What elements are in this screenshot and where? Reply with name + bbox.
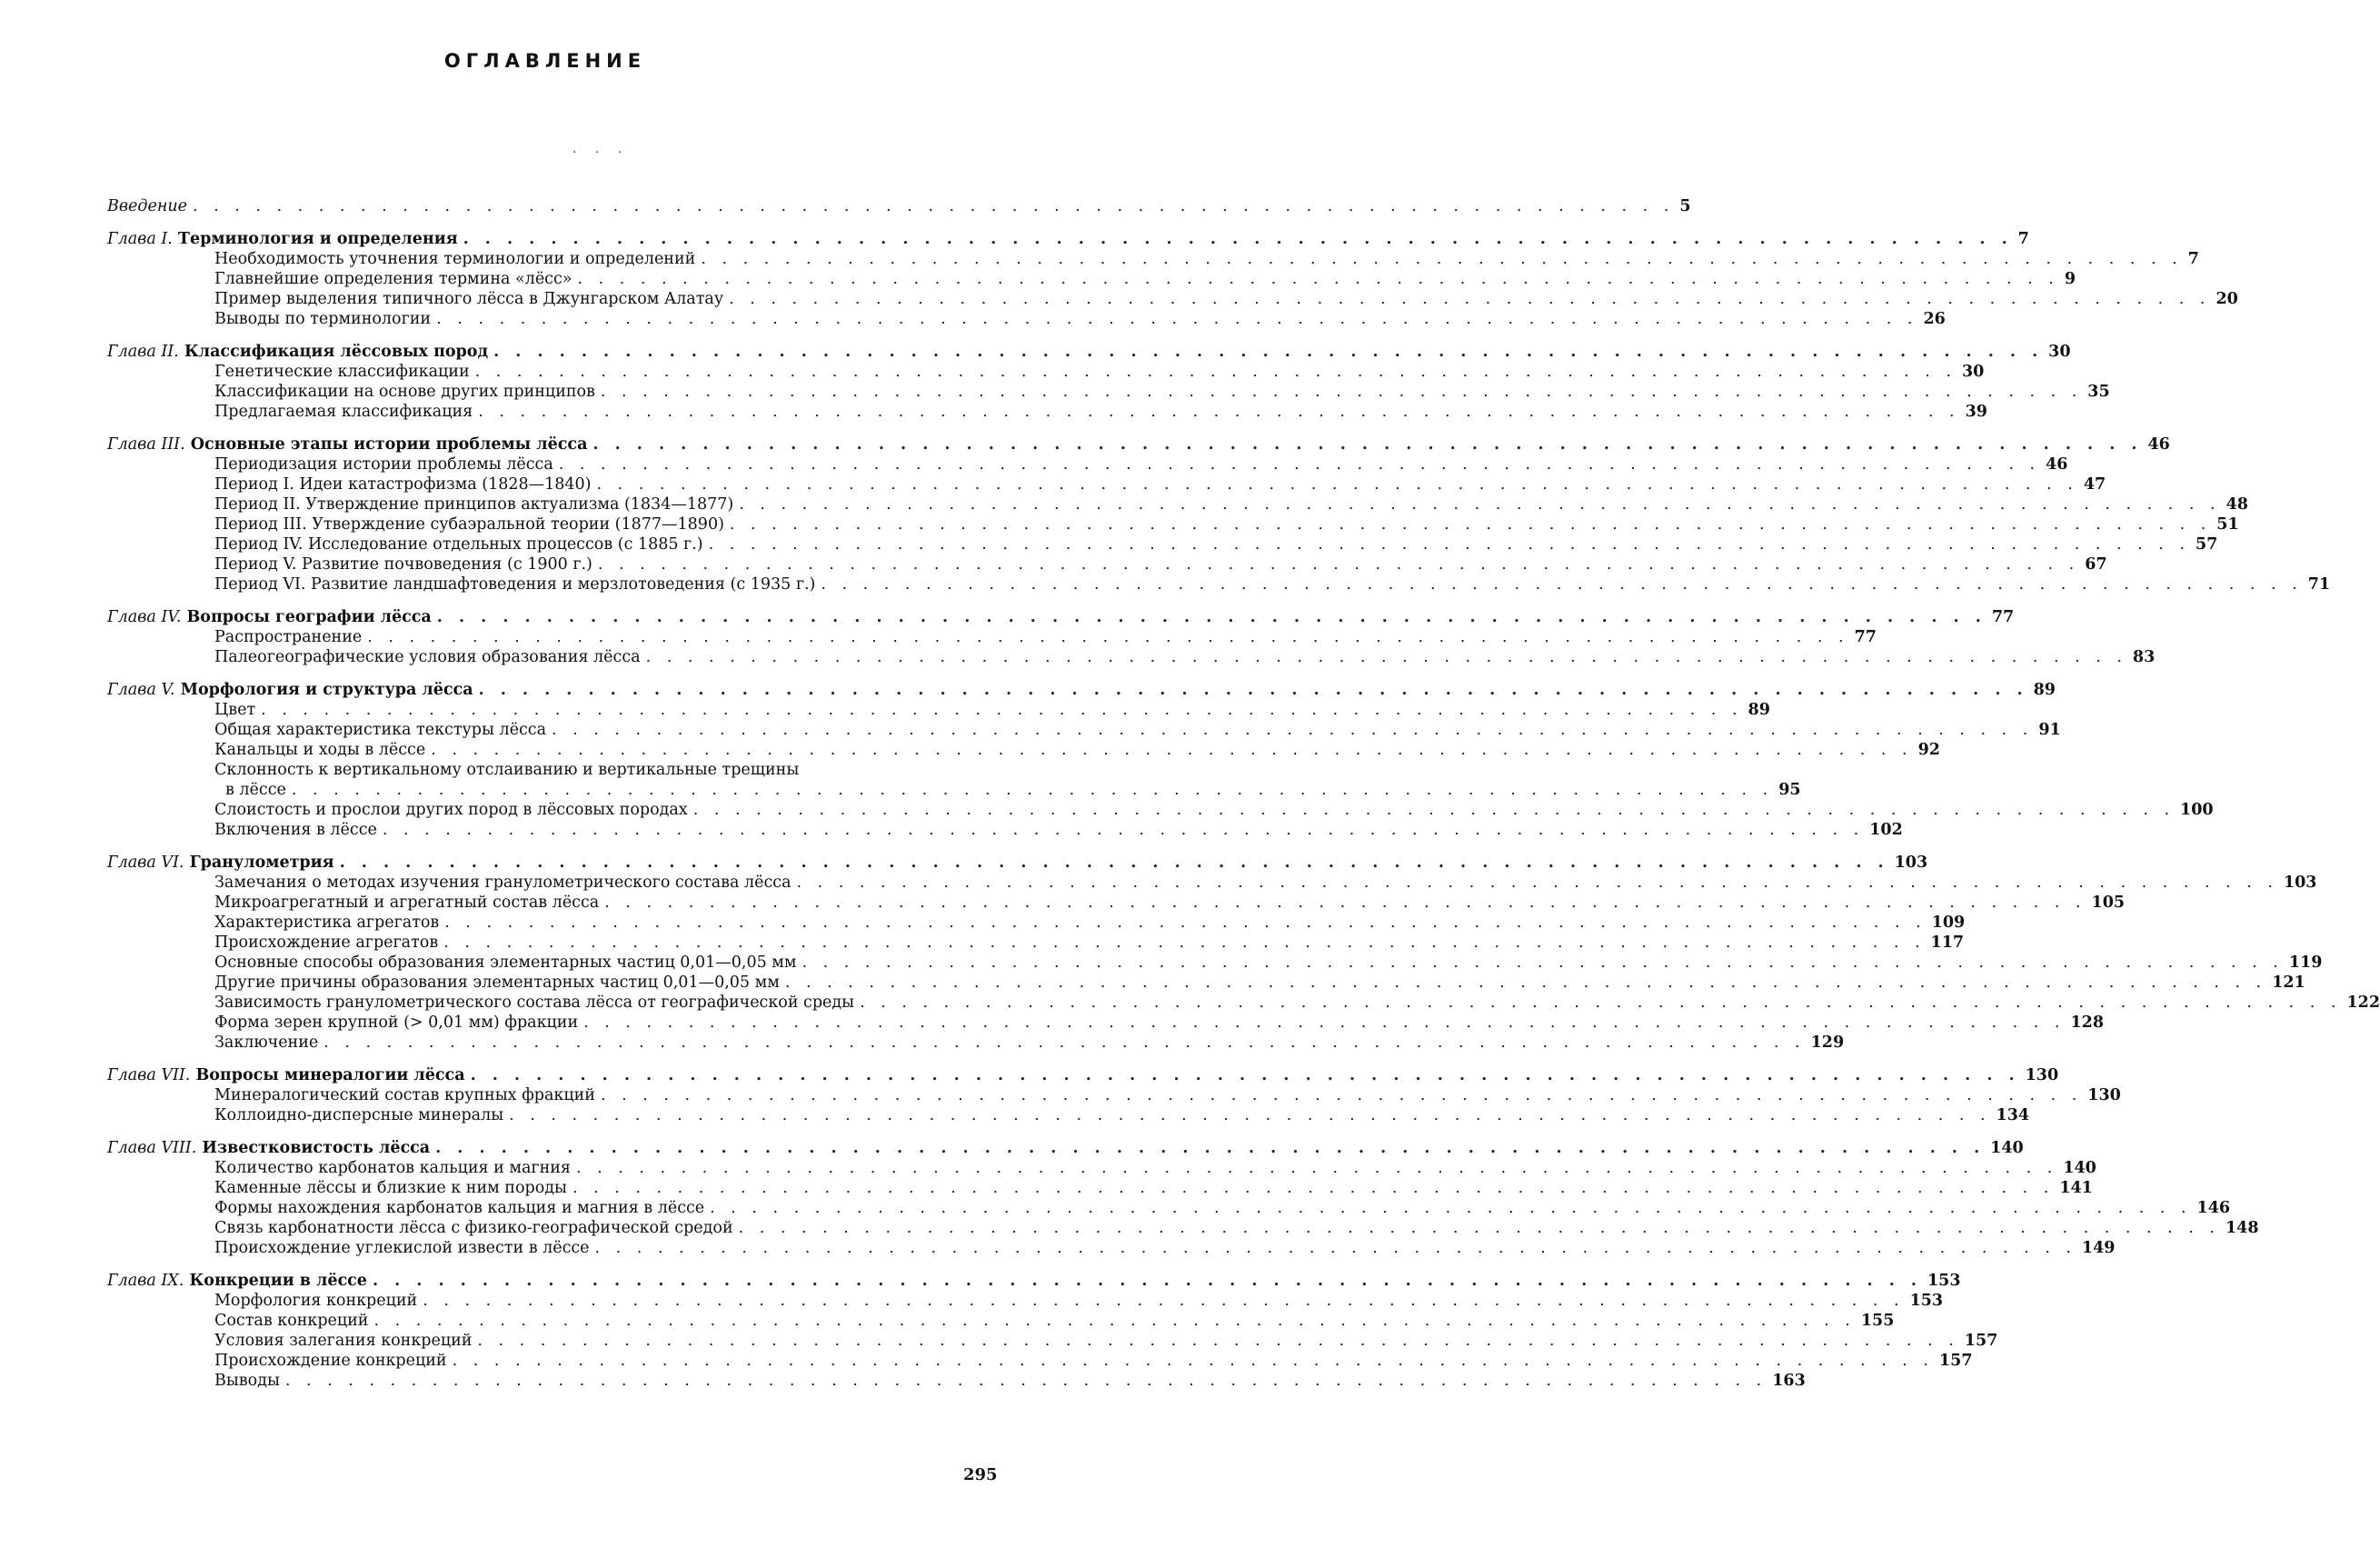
toc-entry[interactable] <box>107 627 1877 647</box>
dot-leader: . . . . . . . . . . . . . . . . . . . . . . . . . . . . . . . . . . . . . . . . . . . . . . . . . . . . . . . . . . . . . . . . . . . . . . . <box>373 1312 1856 1330</box>
toc-entry[interactable] <box>107 514 2239 534</box>
dot-leader: . . . . . . . . . . . . . . . . . . . . . . . . . . . . . . . . . . . . . . . . . . . . . . . . . . . . . . . . . . . . . . . . . . . . . . . <box>443 934 1926 952</box>
dot-leader: . . . . . . . . . . . . . . . . . . . . . . . . . . . . . . . . . . . . . . . . . . . . . . . . . . . . . . . . . . . . . . . . . . . . . . . <box>284 1372 1768 1390</box>
toc-page-number: 130 <box>2087 1086 2121 1104</box>
toc-page-number: 35 <box>2087 383 2110 401</box>
dot-leader: . . . . . . . . . . . . . . . . . . . . . . . . . . . . . . . . . . . . . . . . . . . . . . . . . . . . . . . . . . . . . . . . . . . . . . . <box>372 1272 1922 1290</box>
toc-label: Морфология конкреций <box>214 1292 418 1310</box>
dot-leader: . . . . . . . . . . . . . . . . . . . . . . . . . . . . . . . . . . . . . . . . . . . . . . . . . . . . . . . . . . . . . . . . . . . . . . . <box>796 874 2278 892</box>
toc-label: Другие причины образования элементарных частиц 0,01—0,05 мм <box>214 974 780 992</box>
toc-chapter[interactable] <box>107 1138 2024 1158</box>
toc-page-number: 134 <box>1996 1106 2030 1124</box>
toc-label: Состав конкреций <box>214 1312 369 1330</box>
toc-page-number: 51 <box>2216 515 2239 534</box>
toc-page-number: 48 <box>2226 495 2248 514</box>
toc-label: Коллоидно-дисперсные минералы <box>214 1106 504 1124</box>
toc-label: Классификации на основе других принципов <box>214 383 595 401</box>
toc-label: Цвет <box>214 701 256 719</box>
toc-entry[interactable] <box>107 494 2248 514</box>
toc-entry[interactable] <box>107 1331 1998 1351</box>
toc-entry[interactable] <box>107 1198 2231 1218</box>
toc-page-number: 83 <box>2132 648 2156 666</box>
dot-leader: . . . . . . . . . . . . . . . . . . . . . . . . . . . . . . . . . . . . . . . . . . . . . . . . . . . . . . . . . . . . . . . . . . . . . . . <box>423 1292 1905 1310</box>
toc-label: Зависимость гранулометрического состава лёсса от географической среды <box>214 994 855 1012</box>
dot-leader: . . . . . . . . . . . . . . . . . . . . . . . . . . . . . . . . . . . . . . . . . . . . . . . . . . . . . . . . . . . . . . . . . . . . . . . <box>645 648 2127 666</box>
dot-leader: . . . . . . . . . . . . . . . . . . . . . . . . . . . . . . . . . . . . . . . . . . . . . . . . . . . . . . . . . . . . . . . . . . . . . . . <box>739 495 2221 514</box>
toc-label <box>107 342 488 362</box>
toc-entry[interactable] <box>107 647 2156 667</box>
toc-page-number: 9 <box>2064 270 2076 288</box>
dot-leader: . . . . . . . . . . . . . . . . . . . . . . . . . . . . . . . . . . . . . . . . . . . . . . . . . . . . . . . . . . . . . . . . . . . . . . . <box>802 954 2284 972</box>
toc-page-number: 91 <box>2038 721 2061 739</box>
dot-leader: . . . . . . . . . . . . . . . . . . . . . . . . . . . . . . . . . . . . . . . . . . . . . . . . . . . . . . . . . . . . . . . . . . . . . . . <box>692 801 2176 819</box>
dot-leader: . . . . . . . . . . . . . . . . . . . . . . . . . . . . . . . . . . . . . . . . . . . . . . . . . . . . . . . . . . . . . . . . . . . . . . . <box>436 310 1918 328</box>
toc-entry[interactable] <box>107 1311 1895 1331</box>
dot-leader: . . . . . . . . . . . . . . . . . . . . . . . . . . . . . . . . . . . . . . . . . . . . . . . . . . . . . . . . . . . . . . . . . . . . . . . <box>477 1332 1959 1350</box>
dot-leader: . . . . . . . . . . . . . . . . . . . . . . . . . . . . . . . . . . . . . . . . . . . . . . . . . . . . . . . . . . . . . . . . . . . . . . . <box>701 250 2183 268</box>
dot-leader: . . . . . . . . . . . . . . . . . . . . . . . . . . . . . . . . . . . . . . . . . . . . . . . . . . . . . . . . . . . . . . . . . . . . . . . <box>452 1352 1934 1370</box>
section-gap <box>107 1053 1000 1065</box>
section-gap <box>107 216 1000 229</box>
toc-label: Включения в лёссе <box>214 821 377 839</box>
toc-chapter[interactable] <box>107 434 2170 454</box>
toc-page-number: 140 <box>1990 1139 2024 1157</box>
toc-entry[interactable] <box>107 1033 1845 1053</box>
toc-label: Период VI. Развитие ландшафтоведения и мерзлотоведения (с 1935 г.) <box>214 575 816 594</box>
toc-entry[interactable] <box>107 1351 1973 1371</box>
toc-entry[interactable] <box>107 269 2076 289</box>
toc-entry[interactable] <box>107 893 2126 913</box>
toc-page-number: 117 <box>1930 934 1965 952</box>
dot-leader: . . . . . . . . . . . . . . . . . . . . . . . . . . . . . . . . . . . . . . . . . . . . . . . . . . . . . . . . . . . . . . . . . . . . . . . <box>435 1139 1986 1157</box>
dot-leader: . . . . . . . . . . . . . . . . . . . . . . . . . . . . . . . . . . . . . . . . . . . . . . . . . . . . . . . . . . . . . . . . . . . . . . . <box>729 290 2211 308</box>
toc-intro[interactable] <box>107 196 1691 216</box>
toc-label: Замечания о методах изучения гранулометрического состава лёсса <box>214 874 792 892</box>
dot-leader: . . . . . . . . . . . . . . . . . . . . . . . . . . . . . . . . . . . . . . . . . . . . . . . . . . . . . . . . . . . . . . . . . . . . . . . <box>291 781 1774 799</box>
toc-page-number: 105 <box>2091 894 2126 912</box>
toc-entry[interactable] <box>107 1218 2259 1238</box>
toc-label: Микроагрегатный и агрегатный состав лёсса <box>214 894 600 912</box>
toc-page-number: 57 <box>2195 535 2218 554</box>
toc-page-number: 71 <box>2307 575 2331 594</box>
toc-chapter[interactable] <box>107 680 2056 700</box>
toc-chapter[interactable] <box>107 229 2029 249</box>
chapter-title: Вопросы минералогии лёсса <box>195 1066 465 1084</box>
dot-leader: . . . . . . . . . . . . . . . . . . . . . . . . . . . . . . . . . . . . . . . . . . . . . . . . . . . . . . . . . . . . . . . . . . . . . . . <box>470 1066 2020 1084</box>
toc-label: Выводы по терминологии <box>214 310 432 328</box>
toc-label: Связь карбонатности лёсса с физико-географической средой <box>214 1219 733 1237</box>
dot-leader: . . . . . . . . . . . . . . . . . . . . . . . . . . . . . . . . . . . . . . . . . . . . . . . . . . . . . . . . . . . . . . . . . . . . . . . <box>729 515 2212 534</box>
section-gap <box>107 329 1000 342</box>
dot-leader: . . . . . . . . . . . . . . . . . . . . . . . . . . . . . . . . . . . . . . . . . . . . . . . . . . . . . . . . . . . . . . . . . . . . . . . <box>367 628 1849 646</box>
dot-leader: . . . . . . . . . . . . . . . . . . . . . . . . . . . . . . . . . . . . . . . . . . . . . . . . . . . . . . . . . . . . . . . . . . . . . . . <box>478 403 1960 421</box>
toc-page-number: 157 <box>1938 1352 1973 1370</box>
toc-chapter[interactable] <box>107 1065 2059 1085</box>
toc-entry[interactable] <box>107 1291 1944 1311</box>
section-gap <box>107 840 1000 853</box>
toc-page-number: 153 <box>1927 1272 1961 1290</box>
toc-entry[interactable] <box>107 1371 1806 1391</box>
toc-page-number: 7 <box>2187 250 2199 268</box>
toc-entry[interactable] <box>107 1085 2121 1105</box>
toc-page-number: 30 <box>1961 363 1985 381</box>
chapter-number: Глава VIII. <box>107 1139 197 1157</box>
toc-entry[interactable] <box>107 933 1965 953</box>
toc-entry[interactable] <box>107 993 2380 1013</box>
chapter-number: Глава VII. <box>107 1066 191 1084</box>
dot-leader: . . . . . . . . . . . . . . . . . . . . . . . . . . . . . . . . . . . . . . . . . . . . . . . . . . . . . . . . . . . . . . . . . . . . . . . <box>708 535 2190 554</box>
toc-page-number: 102 <box>1869 821 1903 839</box>
toc-entry[interactable] <box>107 820 1903 840</box>
toc-label <box>107 1271 367 1291</box>
dot-leader: . . . . . . . . . . . . . . . . . . . . . . . . . . . . . . . . . . . . . . . . . . . . . . . . . . . . . . . . . . . . . . . . . . . . . . . <box>583 1014 2066 1032</box>
toc-entry-first-line: Склонность к вертикальному отслаиванию и вертикальные трещины <box>214 761 800 779</box>
toc-page-number: 92 <box>1917 741 1940 759</box>
toc-entry[interactable] <box>107 973 2305 993</box>
toc-page-number: 5 <box>1679 197 1691 215</box>
dot-leader: . . . . . . . . . . . . . . . . . . . . . . . . . . . . . . . . . . . . . . . . . . . . . . . . . . . . . . . . . . . . . . . . . . . . . . . <box>860 994 2342 1012</box>
dot-leader: . . . . . . . . . . . . . . . . . . . . . . . . . . . . . . . . . . . . . . . . . . . . . . . . . . . . . . . . . . . . . . . . . . . . . . . <box>509 1106 1991 1124</box>
toc-page-number: 148 <box>2226 1219 2259 1237</box>
toc-page-number: 77 <box>1854 628 1877 646</box>
dot-leader: . . . . . . . . . . . . . . . . . . . . . . . . . . . . . . . . . . . . . . . . . . . . . . . . . . . . . . . . . . . . . . . . . . . . . . . <box>593 435 2143 454</box>
toc-page-number: 103 <box>2283 874 2317 892</box>
toc-label: Минералогический состав крупных фракций <box>214 1086 595 1104</box>
toc-page-number: 89 <box>2033 681 2056 699</box>
toc-page-number: 128 <box>2070 1014 2105 1032</box>
dot-leader: . . . . . . . . . . . . . . . . . . . . . . . . . . . . . . . . . . . . . . . . . . . . . . . . . . . . . . . . . . . . . . . . . . . . . . . <box>577 270 2059 288</box>
toc-chapter[interactable] <box>107 1271 1961 1291</box>
dot-leader: . . . . . . . . . . . . . . . . . . . . . . . . . . . . . . . . . . . . . . . . . . . . . . . . . . . . . . . . . . . . . . . . . . . . . . . <box>324 1034 1806 1052</box>
toc-label: Пример выделения типичного лёсса в Джунгарском Алатау <box>214 290 724 308</box>
toc-label: Введение <box>107 197 188 215</box>
dot-leader: . . . . . . . . . . . . . . . . . . . . . . . . . . . . . . . . . . . . . . . . . . . . . . . . . . . . . . . . . . . . . . . . . . . . . . . <box>339 854 1889 872</box>
toc-label: Главнейшие определения термина «лёсс» <box>214 270 573 288</box>
toc-label: Период IV. Исследование отдельных процессов (с 1885 г.) <box>214 535 703 554</box>
dot-leader: . . . . . . . . . . . . . . . . . . . . . . . . . . . . . . . . . . . . . . . . . . . . . . . . . . . . . . . . . . . . . . . . . . . . . . . <box>474 363 1957 381</box>
toc-page-number: 100 <box>2180 801 2214 819</box>
chapter-number: Глава IX. <box>107 1272 184 1290</box>
table-of-contents <box>107 196 2380 1391</box>
toc-entry[interactable] <box>107 289 2238 309</box>
toc-label: Предлагаемая классификация <box>214 403 473 421</box>
toc-entry[interactable] <box>107 534 2218 554</box>
section-gap <box>107 422 1000 434</box>
toc-label: Период III. Утверждение субаэральной теории (1877—1890) <box>214 515 724 534</box>
toc-page-number: 122 <box>2346 994 2380 1012</box>
toc-label <box>107 229 458 249</box>
toc-label: Общая характеристика текстуры лёсса <box>214 721 547 739</box>
section-gap <box>107 667 1000 680</box>
toc-page-number: 109 <box>1931 914 1966 932</box>
section-gap <box>107 1125 1000 1138</box>
toc-chapter[interactable] <box>107 342 2071 362</box>
toc-page-number: 95 <box>1778 781 1801 799</box>
toc-chapter[interactable] <box>107 607 2015 627</box>
toc-entry[interactable] <box>107 574 2331 594</box>
page-number: 295 <box>963 1465 998 1484</box>
toc-page-number: 26 <box>1923 310 1946 328</box>
toc-label: Условия залегания конкреций <box>214 1332 473 1350</box>
dot-leader: . . . . . . . . . . . . . . . . . . . . . . . . . . . . . . . . . . . . . . . . . . . . . . . . . . . . . . . . . . . . . . . . . . . . . . . <box>738 1219 2220 1237</box>
toc-page-number: 89 <box>1748 701 1770 719</box>
toc-label: Периодизация истории проблемы лёсса <box>214 455 553 474</box>
chapter-number: Глава V. <box>107 681 175 699</box>
dot-leader: . . . . . . . . . . . . . . . . . . . . . . . . . . . . . . . . . . . . . . . . . . . . . . . . . . . . . . . . . . . . . . . . . . . . . . . <box>463 230 2013 248</box>
dot-leader: . . . . . . . . . . . . . . . . . . . . . . . . . . . . . . . . . . . . . . . . . . . . . . . . . . . . . . . . . . . . . . . . . . . . . . . <box>597 555 2080 574</box>
dot-leader: . . . . . . . . . . . . . . . . . . . . . . . . . . . . . . . . . . . . . . . . . . . . . . . . . . . . . . . . . . . . . . . . . . . . . . . <box>821 575 2303 594</box>
dot-leader: . . . . . . . . . . . . . . . . . . . . . . . . . . . . . . . . . . . . . . . . . . . . . . . . . . . . . . . . . . . . . . . . . . . . . . . <box>431 741 1913 759</box>
toc-entry[interactable] <box>107 362 1985 382</box>
dot-leader: . . . . . . . . . . . . . . . . . . . . . . . . . . . . . . . . . . . . . . . . . . . . . . . . . . . . . . . . . . . . . . . . . . . . . . . <box>604 894 2086 912</box>
toc-label: Формы нахождения карбонатов кальция и магния в лёссе <box>214 1199 705 1217</box>
ornament: · · · <box>573 145 630 160</box>
dot-leader: . . . . . . . . . . . . . . . . . . . . . . . . . . . . . . . . . . . . . . . . . . . . . . . . . . . . . . . . . . . . . . . . . . . . . . . <box>594 1239 2076 1257</box>
toc-page-number: 46 <box>2147 435 2170 454</box>
toc-entry[interactable] <box>107 800 2214 820</box>
toc-label <box>107 434 587 454</box>
toc-chapter[interactable] <box>107 853 1928 873</box>
toc-page-number: 77 <box>1991 608 2015 626</box>
chapter-title: Гранулометрия <box>189 854 334 872</box>
toc-entry[interactable] <box>107 382 2110 402</box>
toc-page-number: 121 <box>2272 974 2305 992</box>
dot-leader: . . . . . . . . . . . . . . . . . . . . . . . . . . . . . . . . . . . . . . . . . . . . . . . . . . . . . . . . . . . . . . . . . . . . . . . <box>436 608 1987 626</box>
toc-page-number: 163 <box>1772 1372 1806 1390</box>
toc-label: Форма зерен крупной (> 0,01 мм) фракции <box>214 1014 579 1032</box>
dot-leader: . . . . . . . . . . . . . . . . . . . . . . . . . . . . . . . . . . . . . . . . . . . . . . . . . . . . . . . . . . . . . . . . . . . . . . . <box>478 681 2028 699</box>
toc-page-number: 119 <box>2288 954 2323 972</box>
chapter-number: Глава VI. <box>107 854 184 872</box>
toc-entry[interactable] <box>107 740 1940 760</box>
chapter-title: Вопросы географии лёсса <box>186 608 432 626</box>
toc-page-number: 67 <box>2085 555 2107 574</box>
dot-leader: . . . . . . . . . . . . . . . . . . . . . . . . . . . . . . . . . . . . . . . . . . . . . . . . . . . . . . . . . . . . . . . . . . . . . . . <box>710 1199 2192 1217</box>
toc-page-number: 46 <box>2046 455 2068 474</box>
toc-entry[interactable] <box>107 700 1770 720</box>
dot-leader: . . . . . . . . . . . . . . . . . . . . . . . . . . . . . . . . . . . . . . . . . . . . . . . . . . . . . . . . . . . . . . . . . . . . . . . <box>493 343 2044 361</box>
toc-page-number: 129 <box>1810 1034 1845 1052</box>
dot-leader: . . . . . . . . . . . . . . . . . . . . . . . . . . . . . . . . . . . . . . . . . . . . . . . . . . . . . . . . . . . . . . . . . . . . . . . <box>600 383 2083 401</box>
dot-leader: . . . . . . . . . . . . . . . . . . . . . . . . . . . . . . . . . . . . . . . . . . . . . . . . . . . . . . . . . . . . . . . . . . . . . . . <box>558 455 2041 474</box>
toc-entry[interactable] <box>107 249 2199 269</box>
chapter-title: Конкреции в лёссе <box>189 1272 367 1290</box>
dot-leader: . . . . . . . . . . . . . . . . . . . . . . . . . . . . . . . . . . . . . . . . . . . . . . . . . . . . . . . . . . . . . . . . . . . . . . . <box>572 1179 2055 1197</box>
dot-leader: . . . . . . . . . . . . . . . . . . . . . . . . . . . . . . . . . . . . . . . . . . . . . . . . . . . . . . . . . . . . . . . . . . . . . . . <box>261 701 1743 719</box>
toc-entry[interactable] <box>107 1178 2093 1198</box>
toc-label: Палеогеографические условия образования лёсса <box>214 648 641 666</box>
toc-label: Заключение <box>214 1034 319 1052</box>
dot-leader: . . . . . . . . . . . . . . . . . . . . . . . . . . . . . . . . . . . . . . . . . . . . . . . . . . . . . . . . . . . . . . . . . . . . . . . <box>600 1086 2083 1104</box>
toc-page-number: 7 <box>2017 230 2029 248</box>
toc-label <box>107 1065 465 1085</box>
toc-label: Каменные лёссы и близкие к ним породы <box>214 1179 567 1197</box>
chapter-title: Классификация лёссовых пород <box>184 343 489 361</box>
toc-label: Канальцы и ходы в лёссе <box>214 741 426 759</box>
toc-entry[interactable] <box>107 1013 2105 1033</box>
chapter-number: Глава III. <box>107 435 185 454</box>
toc-label: Происхождение конкреций <box>214 1352 447 1370</box>
toc-page-number: 141 <box>2059 1179 2093 1197</box>
toc-entry[interactable] <box>107 402 1987 422</box>
toc-label <box>107 607 432 627</box>
toc-entry[interactable] <box>107 873 2317 893</box>
toc-label <box>107 1138 430 1158</box>
section-gap <box>107 1258 1000 1271</box>
dot-leader: . . . . . . . . . . . . . . . . . . . . . . . . . . . . . . . . . . . . . . . . . . . . . . . . . . . . . . . . . . . . . . . . . . . . . . . <box>596 475 2078 494</box>
toc-page-number: 157 <box>1964 1332 1998 1350</box>
toc-label: Период I. Идеи катастрофизма (1828—1840) <box>214 475 592 494</box>
section-gap <box>107 594 1000 607</box>
chapter-title: Известковистость лёсса <box>202 1139 431 1157</box>
toc-label: Генетические классификации <box>214 363 470 381</box>
toc-label: Выводы <box>214 1372 280 1390</box>
chapter-number: Глава II. <box>107 343 179 361</box>
chapter-title: Основные этапы истории проблемы лёсса <box>190 435 588 454</box>
dot-leader: . . . . . . . . . . . . . . . . . . . . . . . . . . . . . . . . . . . . . . . . . . . . . . . . . . . . . . . . . . . . . . . . . . . . . . . <box>193 197 1675 215</box>
toc-entry[interactable] <box>107 720 2061 740</box>
toc-page-number: 130 <box>2025 1066 2059 1084</box>
chapter-title: Терминология и определения <box>177 230 458 248</box>
toc-entry[interactable] <box>107 953 2323 973</box>
toc-page-number: 47 <box>2083 475 2106 494</box>
chapter-number: Глава IV. <box>107 608 182 626</box>
toc-page-number: 149 <box>2081 1239 2116 1257</box>
toc-entry[interactable] <box>107 1238 2116 1258</box>
toc-label: Характеристика агрегатов <box>214 914 440 932</box>
toc-page-number: 155 <box>1860 1312 1895 1330</box>
dot-leader: . . . . . . . . . . . . . . . . . . . . . . . . . . . . . . . . . . . . . . . . . . . . . . . . . . . . . . . . . . . . . . . . . . . . . . . <box>552 721 2034 739</box>
toc-page-number: 146 <box>2196 1199 2231 1217</box>
toc-label: Распространение <box>214 628 363 646</box>
toc-page-number: 30 <box>2048 343 2071 361</box>
toc-page-number: 140 <box>2063 1159 2096 1177</box>
page-title: ОГЛАВЛЕНИЕ <box>443 50 647 72</box>
dot-leader: . . . . . . . . . . . . . . . . . . . . . . . . . . . . . . . . . . . . . . . . . . . . . . . . . . . . . . . . . . . . . . . . . . . . . . . <box>784 974 2267 992</box>
toc-page-number: 103 <box>1894 854 1928 872</box>
toc-page-number: 153 <box>1909 1292 1944 1310</box>
chapter-number: Глава I. <box>107 230 173 248</box>
toc-entry[interactable] <box>107 309 1946 329</box>
dot-leader: . . . . . . . . . . . . . . . . . . . . . . . . . . . . . . . . . . . . . . . . . . . . . . . . . . . . . . . . . . . . . . . . . . . . . . . <box>575 1159 2058 1177</box>
toc-entry[interactable] <box>107 780 1801 800</box>
toc-label <box>107 680 473 700</box>
toc-label <box>107 853 334 873</box>
toc-label: Происхождение агрегатов <box>214 934 439 952</box>
toc-label: Происхождение углекислой извести в лёссе <box>214 1239 590 1257</box>
toc-entry[interactable] <box>107 454 2068 474</box>
toc-entry[interactable] <box>107 554 2107 574</box>
toc-label: Необходимость уточнения терминологии и определений <box>214 250 696 268</box>
toc-entry[interactable] <box>107 913 1966 933</box>
dot-leader: . . . . . . . . . . . . . . . . . . . . . . . . . . . . . . . . . . . . . . . . . . . . . . . . . . . . . . . . . . . . . . . . . . . . . . . <box>444 914 1927 932</box>
toc-label: Слоистость и прослои других пород в лёссовых породах <box>214 801 688 819</box>
toc-page-number: 39 <box>1965 403 1987 421</box>
chapter-title: Морфология и структура лёсса <box>180 681 473 699</box>
toc-entry[interactable] <box>107 1158 2096 1178</box>
toc-label: в лёссе <box>225 781 286 799</box>
toc-label: Период II. Утверждение принципов актуализма (1834—1877) <box>214 495 734 514</box>
toc-entry[interactable] <box>107 474 2106 494</box>
toc-label: Основные способы образования элементарных частиц 0,01—0,05 мм <box>214 954 797 972</box>
toc-label: Период V. Развитие почвоведения (с 1900 г.) <box>214 555 593 574</box>
toc-entry[interactable] <box>107 1105 2030 1125</box>
toc-label: Количество карбонатов кальция и магния <box>214 1159 571 1177</box>
toc-page-number: 20 <box>2216 290 2238 308</box>
dot-leader: . . . . . . . . . . . . . . . . . . . . . . . . . . . . . . . . . . . . . . . . . . . . . . . . . . . . . . . . . . . . . . . . . . . . . . . <box>382 821 1865 839</box>
